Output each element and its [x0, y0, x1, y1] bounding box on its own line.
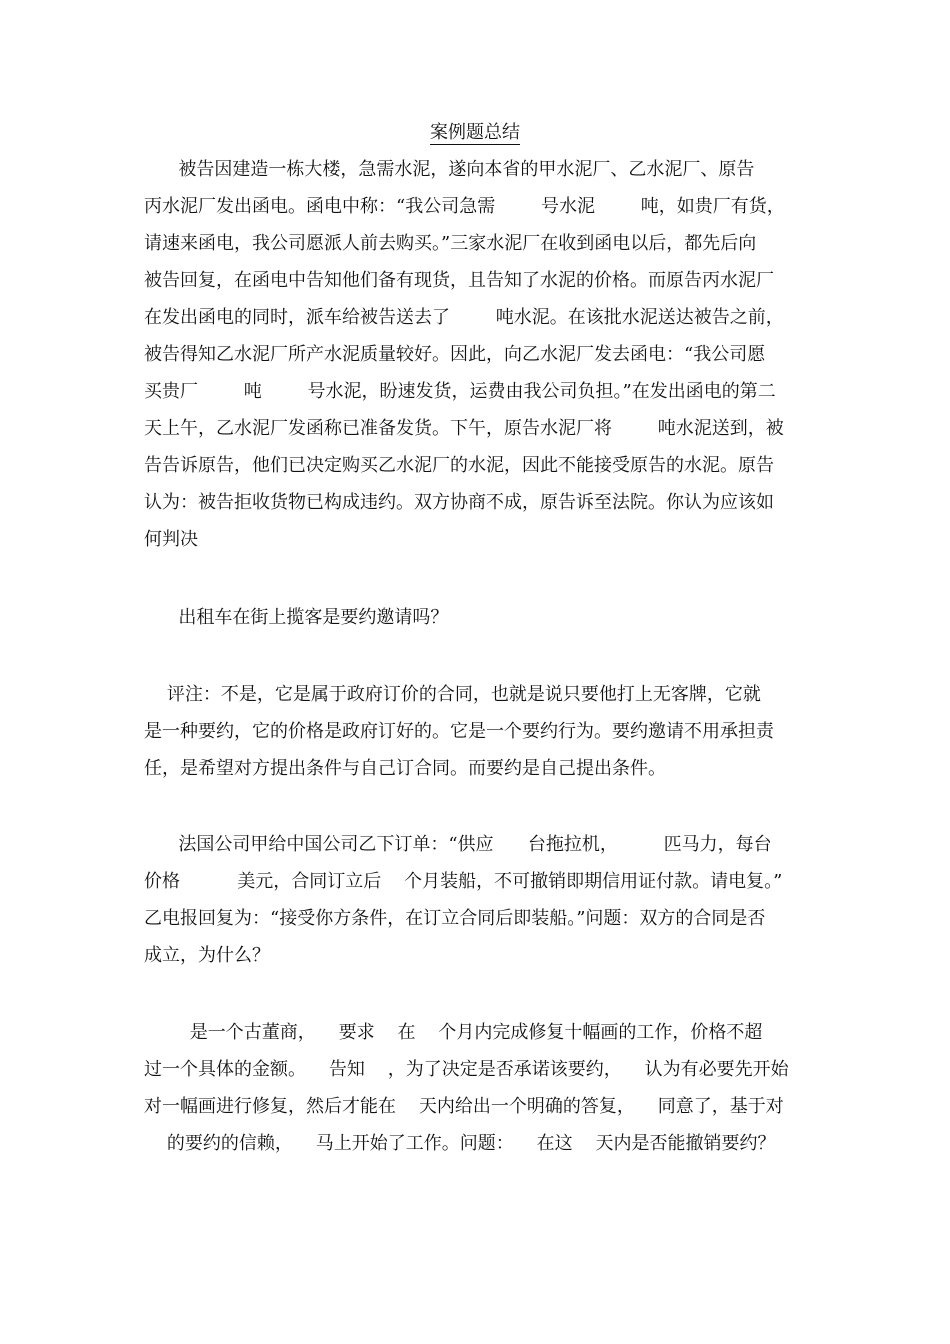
case-cement-line-5: 在发出函电的同时，派车给被告送去了 吨水泥。在该批水泥送达被告之前，	[144, 307, 784, 328]
taxi-question-line: 出租车在街上揽客是要约邀请吗？	[144, 607, 449, 628]
case-antique-line-3: 对一幅画进行修复，然后才能在 天内给出一个明确的答复， 同意了，基于对	[144, 1096, 784, 1117]
case-antique-line-1: 是一个古董商， 要求 在 个月内完成修复十幅画的工作，价格不超	[144, 1022, 763, 1043]
document-title: 案例题总结	[430, 122, 520, 143]
case-cement-line-6: 被告得知乙水泥厂所产水泥质量较好。因此，向乙水泥厂发去函电：“我公司愿	[144, 344, 766, 365]
case-cement-line-10: 认为：被告拒收货物已构成违约。双方协商不成，原告诉至法院。你认为应该如	[144, 492, 774, 513]
case-tractor-line-1: 法国公司甲给中国公司乙下订单：“供应 台拖拉机， 匹马力，每台	[144, 834, 772, 855]
case-tractor-line-3: 乙电报回复为：“接受你方条件，在订立合同后即装船。”问题：双方的合同是否	[144, 908, 766, 929]
case-cement-line-2: 丙水泥厂发出函电。函电中称：“我公司急需 号水泥 吨，如贵厂有货，	[144, 196, 785, 217]
commentary-line-2: 是一种要约，它的价格是政府订好的。它是一个要约行为。要约邀请不用承担责	[144, 721, 774, 742]
case-cement-line-7: 买贵厂 吨 号水泥，盼速发货，运费由我公司负担。”在发出函电的第二	[144, 381, 776, 402]
case-antique-line-2: 过一个具体的金额。 告知 ，为了决定是否承诺该要约， 认为有必要先开始	[144, 1059, 789, 1080]
case-antique-line-4: 的要约的信赖， 马上开始了工作。问题： 在这 天内是否能撤销要约？	[144, 1133, 776, 1154]
case-cement-line-11: 何判决	[144, 529, 198, 550]
case-cement-line-3: 请速来函电，我公司愿派人前去购买。”三家水泥厂在收到函电以后，都先后向	[144, 233, 757, 254]
commentary-line-3: 任，是希望对方提出条件与自己订合同。而要约是自己提出条件。	[144, 758, 666, 779]
case-cement-line-4: 被告回复，在函电中告知他们备有现货，且告知了水泥的价格。而原告丙水泥厂	[144, 270, 774, 291]
commentary-line-1: 评注：不是，它是属于政府订价的合同，也就是说只要他打上无客牌，它就	[144, 684, 761, 705]
case-cement-line-9: 告告诉原告，他们已决定购买乙水泥厂的水泥，因此不能接受原告的水泥。原告	[144, 455, 774, 476]
case-cement-line-1: 被告因建造一栋大楼，急需水泥，遂向本省的甲水泥厂、乙水泥厂、原告	[144, 159, 755, 180]
case-tractor-line-4: 成立，为什么？	[144, 945, 270, 966]
case-tractor-line-2: 价格 美元，合同订立后 个月装船，不可撤销即期信用证付款。请电复。”	[144, 871, 783, 892]
case-cement-line-8: 天上午，乙水泥厂发函称已准备发货。下午，原告水泥厂将 吨水泥送到，被	[144, 418, 784, 439]
